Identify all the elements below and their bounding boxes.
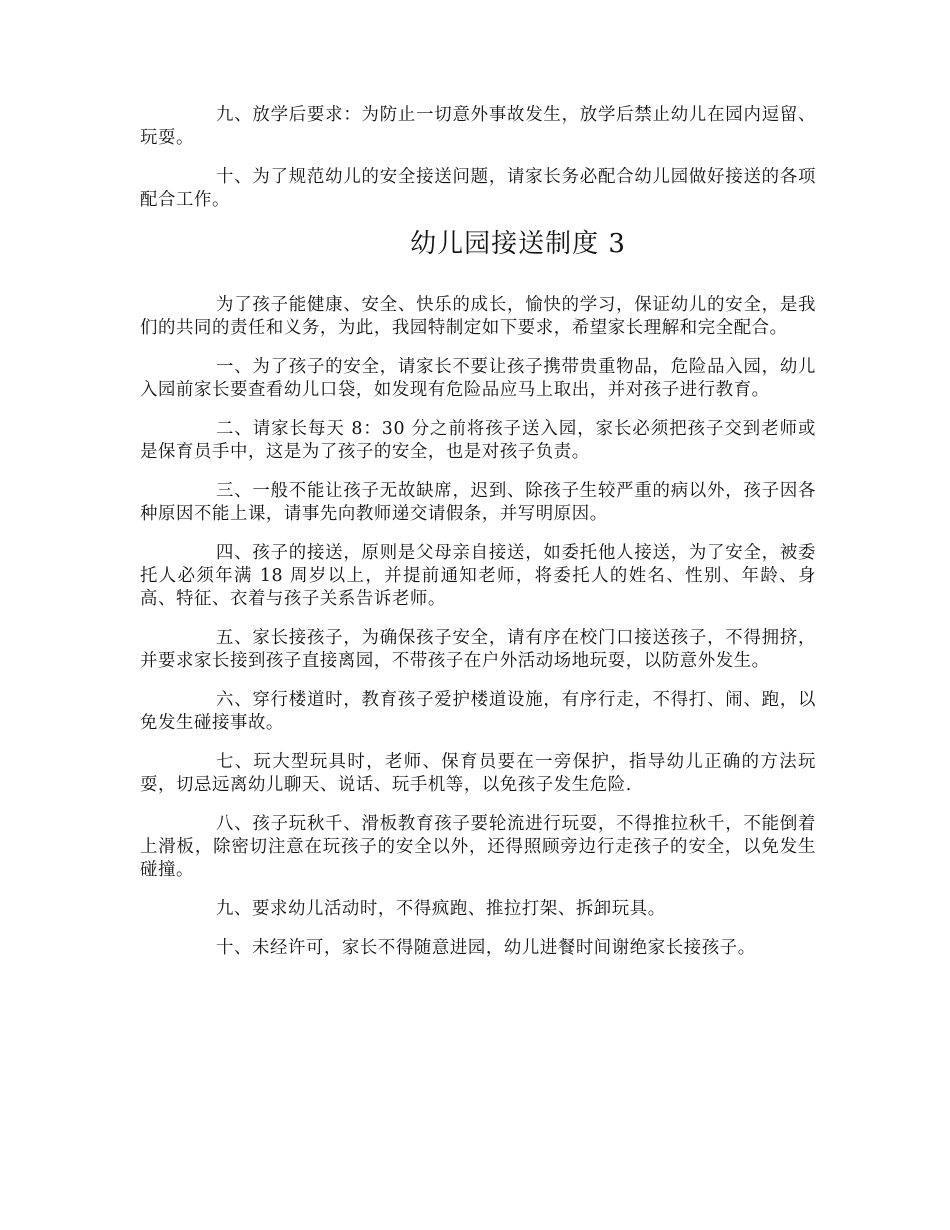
rule-8: 八、孩子玩秋千、滑板教育孩子要轮流进行玩耍，不得推拉秋千，不能倒着上滑板，除密切注意在玩孩子的安全以外，还得照顾旁边行走孩子的安全，以免发生碰撞。 (140, 814, 816, 880)
paragraph-prev-rule-9: 九、放学后要求：为防止一切意外事故发生，放学后禁止幼儿在园内逗留、玩耍。 (140, 105, 816, 148)
rule-4: 四、孩子的接送，原则是父母亲自接送，如委托他人接送，为了安全，被委托人必须年满 18 周岁以上，并提前通知老师，将委托人的姓名、性别、年龄、身高、特征、衣着与孩子关系告诉老师。 (140, 543, 816, 609)
rule-7: 七、玩大型玩具时，老师、保育员要在一旁保护，指导幼儿正确的方法玩耍，切忌远离幼儿聊天、说话、玩手机等，以免孩子发生危险. (140, 752, 816, 795)
document-title: 幼儿园接送制度 3 (410, 229, 626, 259)
document-page (140, 104, 816, 976)
rule-10: 十、未经许可，家长不得随意进园，幼儿进餐时间谢绝家长接孩子。 (216, 938, 756, 958)
rule-1: 一、为了孩子的安全，请家长不要让孩子携带贵重物品，危险品入园，幼儿入园前家长要查看幼儿口袋，如发现有危险品应马上取出，并对孩子进行教育。 (140, 357, 816, 400)
paragraph-prev-rule-10: 十、为了规范幼儿的安全接送问题，请家长务必配合幼儿园做好接送的各项配合工作。 (140, 167, 816, 210)
rule-9: 九、要求幼儿活动时，不得疯跑、推拉打架、拆卸玩具。 (216, 899, 666, 919)
rule-5: 五、家长接孩子，为确保孩子安全，请有序在校门口接送孩子，不得拥挤，并要求家长接到孩子直接离园，不带孩子在户外活动场地玩耍，以防意外发生。 (140, 628, 816, 671)
rule-3: 三、一般不能让孩子无故缺席，迟到、除孩子生较严重的病以外，孩子因各种原因不能上课，请事先向教师递交请假条，并写明原因。 (140, 481, 816, 524)
rule-6: 六、穿行楼道时，教育孩子爱护楼道设施，有序行走，不得打、闹、跑，以免发生碰接事故。 (140, 690, 816, 733)
rule-2: 二、请家长每天 8：30 分之前将孩子送入园，家长必须把孩子交到老师或是保育员手中，这是为了孩子的安全，也是对孩子负责。 (140, 419, 816, 462)
paragraph-intro: 为了孩子能健康、安全、快乐的成长，愉快的学习，保证幼儿的安全，是我们的共同的责任和义务，为此，我园特制定如下要求，希望家长理解和完全配合。 (140, 295, 816, 338)
